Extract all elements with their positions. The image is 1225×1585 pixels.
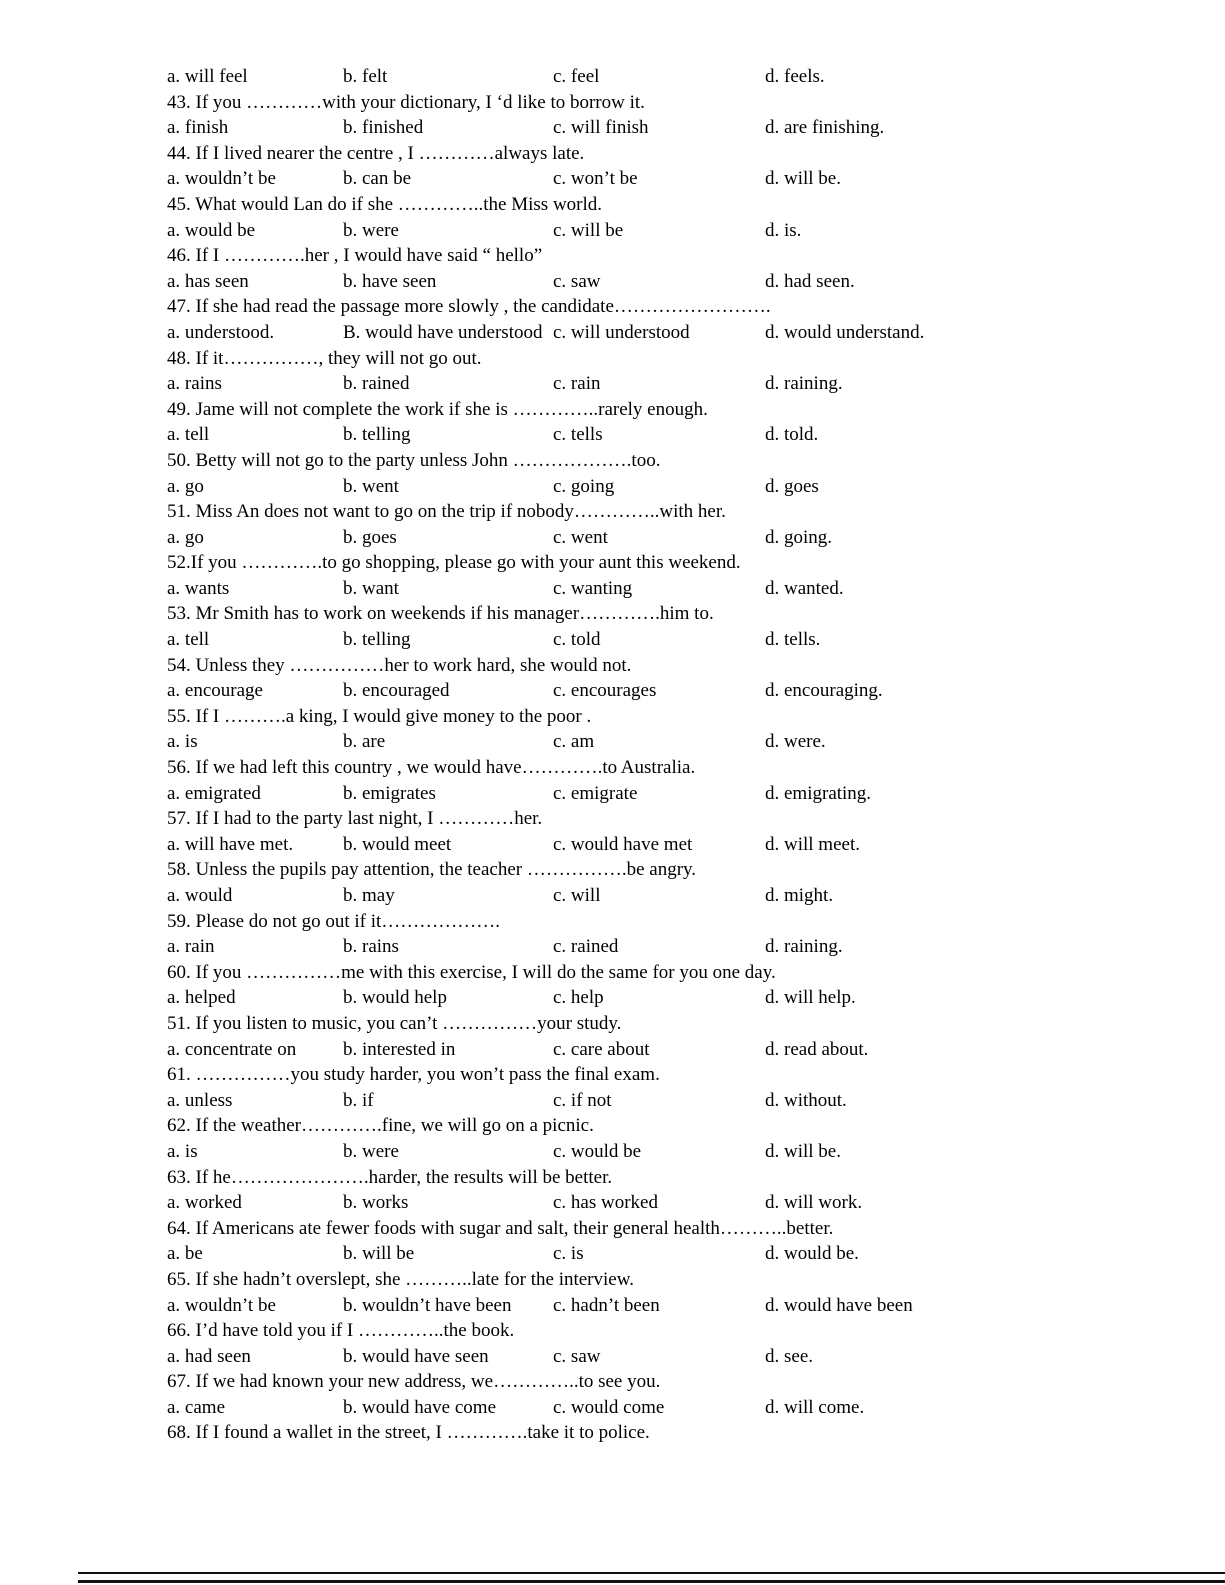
option-c: c. going <box>553 475 615 497</box>
option-b: b. will be <box>343 1243 415 1265</box>
document-page <box>167 64 1215 1446</box>
option-a: a. tell <box>167 424 210 446</box>
option-d: d. emigrating. <box>765 782 872 804</box>
options-row <box>167 422 1215 448</box>
option-a: a. go <box>167 475 204 497</box>
question-line: 64. If Americans ate fewer foods with sugar and salt, their general health………..better. <box>167 1217 834 1239</box>
option-b: b. would meet <box>343 833 452 855</box>
option-c: c. rained <box>553 936 619 958</box>
options-row <box>167 678 1215 704</box>
option-a: a. wants <box>167 577 230 599</box>
option-c: c. has worked <box>553 1192 658 1214</box>
option-c: c. am <box>553 731 595 753</box>
options-row <box>167 1293 1215 1319</box>
option-c: c. would come <box>553 1396 665 1418</box>
option-d: d. will meet. <box>765 833 860 855</box>
option-a: a. go <box>167 526 204 548</box>
option-b: b. encouraged <box>343 680 450 702</box>
options-row <box>167 218 1215 244</box>
option-b: b. rains <box>343 936 399 958</box>
option-a: a. is <box>167 731 198 753</box>
page-bottom-rule-bottom <box>78 1580 1225 1583</box>
options-row <box>167 781 1215 807</box>
option-c: c. went <box>553 526 608 548</box>
option-b: b. would have seen <box>343 1345 489 1367</box>
options-row <box>167 320 1215 346</box>
document-lines <box>167 64 1215 1446</box>
option-a: a. will feel <box>167 66 248 87</box>
option-a: a. would be <box>167 219 256 241</box>
question-line: 45. What would Lan do if she …………..the Miss world. <box>167 193 603 215</box>
option-c: c. saw <box>553 1345 601 1367</box>
option-a: a. rain <box>167 936 215 958</box>
option-d: d. is. <box>765 219 802 241</box>
option-c: c. will be <box>553 219 624 241</box>
question-line: 65. If she hadn’t overslept, she ………..late for the interview. <box>167 1268 634 1290</box>
option-c: c. would have met <box>553 833 693 855</box>
option-c: c. encourages <box>553 680 657 702</box>
options-row <box>167 1088 1215 1114</box>
question-line: 59. Please do not go out if it………………. <box>167 910 501 932</box>
option-d: d. will be. <box>765 1140 841 1162</box>
options-row <box>167 985 1215 1011</box>
option-a: a. would <box>167 885 233 906</box>
option-c: c. saw <box>553 270 601 292</box>
option-a: a. worked <box>167 1192 242 1214</box>
options-row <box>167 115 1215 141</box>
options-row <box>167 1241 1215 1267</box>
option-a: a. be <box>167 1243 203 1265</box>
option-b: b. finished <box>343 117 424 139</box>
option-c: c. hadn’t been <box>553 1294 660 1316</box>
option-d: d. encouraging. <box>765 680 883 702</box>
question-line: 55. If I ……….a king, I would give money to the poor . <box>167 705 592 727</box>
option-d: d. going. <box>765 526 833 548</box>
question-line: 51. If you listen to music, you can’t ……………your study. <box>167 1012 622 1034</box>
question-line: 52.If you ………….to go shopping, please go with your aunt this weekend. <box>167 552 741 574</box>
option-b: b. felt <box>343 66 388 87</box>
option-c: c. will <box>553 885 601 906</box>
option-d: d. tells. <box>765 629 821 651</box>
option-a: a. has seen <box>167 270 249 292</box>
option-c: c. if not <box>553 1089 612 1111</box>
option-a: a. rains <box>167 373 222 395</box>
option-d: d. had seen. <box>765 270 855 292</box>
option-c: c. wanting <box>553 577 633 599</box>
options-row <box>167 525 1215 551</box>
option-d: d. wanted. <box>765 577 844 599</box>
options-row <box>167 1395 1215 1421</box>
option-c: c. tells <box>553 424 603 446</box>
option-d: d. raining. <box>765 373 843 395</box>
option-a: a. came <box>167 1396 226 1418</box>
options-row <box>167 1139 1215 1165</box>
option-d: d. are finishing. <box>765 117 885 139</box>
option-d: d. were. <box>765 731 826 753</box>
option-a: a. wouldn’t be <box>167 1294 276 1316</box>
option-b: b. have seen <box>343 270 437 292</box>
options-row <box>167 1037 1215 1063</box>
option-c: c. told <box>553 629 601 651</box>
page-bottom-rule-top <box>78 1572 1225 1574</box>
option-a: a. tell <box>167 629 210 651</box>
option-b: b. are <box>343 731 386 753</box>
option-b: b. would have come <box>343 1396 497 1418</box>
option-d: d. feels. <box>765 66 825 87</box>
question-line: 43. If you …………with your dictionary, I ‘d like to borrow it. <box>167 91 645 113</box>
option-c: c. rain <box>553 373 601 395</box>
option-d: d. told. <box>765 424 819 446</box>
question-line: 66. I’d have told you if I …………..the book. <box>167 1320 515 1342</box>
question-line: 56. If we had left this country , we would have………….to Australia. <box>167 757 696 779</box>
option-d: d. would understand. <box>765 321 925 343</box>
option-d: d. will help. <box>765 987 856 1009</box>
option-b: B. would have understood <box>343 321 543 343</box>
option-b: b. went <box>343 475 399 497</box>
option-b: b. were <box>343 219 399 241</box>
option-b: b. rained <box>343 373 410 395</box>
question-line: 62. If the weather………….fine, we will go on a picnic. <box>167 1115 594 1137</box>
option-d: d. might. <box>765 885 834 906</box>
option-d: d. read about. <box>765 1038 869 1060</box>
option-c: c. feel <box>553 66 600 87</box>
option-a: a. will have met. <box>167 833 294 855</box>
question-line: 61. ……………you study harder, you won’t pass the final exam. <box>167 1064 660 1086</box>
option-b: b. if <box>343 1089 374 1111</box>
option-d: d. goes <box>765 475 819 497</box>
option-a: a. finish <box>167 117 229 139</box>
question-line: 48. If it……………, they will not go out. <box>167 347 482 369</box>
option-b: b. works <box>343 1192 409 1214</box>
option-a: a. helped <box>167 987 236 1009</box>
option-b: b. emigrates <box>343 782 436 804</box>
option-a: a. concentrate on <box>167 1038 297 1060</box>
option-b: b. want <box>343 577 399 599</box>
option-d: d. see. <box>765 1345 814 1367</box>
option-d: d. would have been <box>765 1294 913 1316</box>
option-c: c. won’t be <box>553 168 638 190</box>
option-d: d. raining. <box>765 936 843 958</box>
question-line: 54. Unless they ……………her to work hard, she would not. <box>167 654 632 676</box>
option-d: d. will work. <box>765 1192 863 1214</box>
option-b: b. can be <box>343 168 412 190</box>
option-c: c. is <box>553 1243 584 1265</box>
options-row <box>167 474 1215 500</box>
option-a: a. unless <box>167 1089 233 1111</box>
option-b: b. telling <box>343 424 411 446</box>
question-line: 53. Mr Smith has to work on weekends if his manager………….him to. <box>167 603 714 625</box>
question-line: 57. If I had to the party last night, I …………her. <box>167 808 543 830</box>
options-row <box>167 1344 1215 1370</box>
option-a: a. had seen <box>167 1345 251 1367</box>
option-a: a. encourage <box>167 680 263 702</box>
options-row <box>167 627 1215 653</box>
question-line: 68. If I found a wallet in the street, I ………….take it to police. <box>167 1422 650 1444</box>
option-c: c. would be <box>553 1140 642 1162</box>
question-line: 46. If I ………….her , I would have said “ hello” <box>167 245 543 267</box>
question-line: 49. Jame will not complete the work if she is …………..rarely enough. <box>167 398 708 420</box>
option-d: d. will be. <box>765 168 841 190</box>
options-row <box>167 576 1215 602</box>
option-c: c. care about <box>553 1038 650 1060</box>
options-row <box>167 729 1215 755</box>
option-c: c. will understood <box>553 321 690 343</box>
options-row <box>167 832 1215 858</box>
option-b: b. telling <box>343 629 411 651</box>
question-line: 58. Unless the pupils pay attention, the teacher …………….be angry. <box>167 859 697 881</box>
option-b: b. were <box>343 1140 399 1162</box>
options-row <box>167 371 1215 397</box>
option-c: c. will finish <box>553 117 649 139</box>
option-a: a. wouldn’t be <box>167 168 276 190</box>
option-d: d. will come. <box>765 1396 865 1418</box>
option-b: b. goes <box>343 526 397 548</box>
option-d: d. without. <box>765 1089 847 1111</box>
options-row <box>167 64 1215 90</box>
options-row <box>167 269 1215 295</box>
option-a: a. is <box>167 1140 198 1162</box>
option-b: b. wouldn’t have been <box>343 1294 512 1316</box>
option-d: d. would be. <box>765 1243 859 1265</box>
options-row <box>167 166 1215 192</box>
question-line: 67. If we had known your new address, we…………..to see you. <box>167 1371 661 1393</box>
question-line: 51. Miss An does not want to go on the trip if nobody…………..with her. <box>167 501 726 523</box>
question-line: 63. If he………………….harder, the results will be better. <box>167 1166 613 1188</box>
option-a: a. understood. <box>167 321 275 343</box>
question-line: 60. If you ……………me with this exercise, I will do the same for you one day. <box>167 961 776 983</box>
option-b: b. may <box>343 885 395 906</box>
option-c: c. help <box>553 987 604 1009</box>
option-c: c. emigrate <box>553 782 638 804</box>
options-row <box>167 934 1215 960</box>
question-line: 47. If she had read the passage more slowly , the candidate……………………. <box>167 296 771 318</box>
option-b: b. would help <box>343 987 447 1009</box>
question-line: 50. Betty will not go to the party unless John ……………….too. <box>167 449 661 471</box>
options-row <box>167 1190 1215 1216</box>
options-row <box>167 883 1215 909</box>
option-b: b. interested in <box>343 1038 456 1060</box>
question-line: 44. If I lived nearer the centre , I …………always late. <box>167 142 585 164</box>
option-a: a. emigrated <box>167 782 261 804</box>
